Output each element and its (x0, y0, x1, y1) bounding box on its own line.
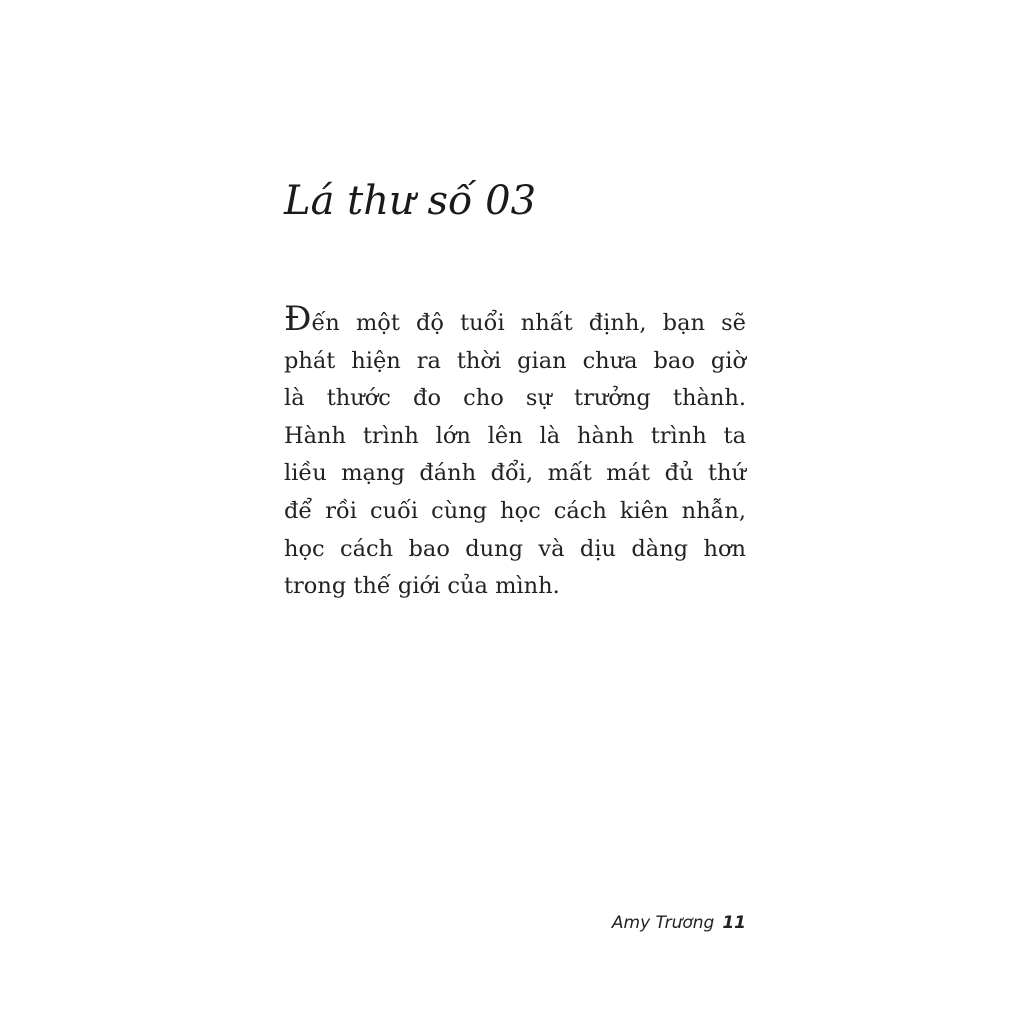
paragraph-line: Hành trình lớn lên là hành trình ta (284, 422, 746, 449)
chapter-title: Lá thư số 03 (284, 178, 537, 224)
paragraph-line: phát hiện ra thời gian chưa bao giờ (284, 347, 746, 374)
paragraph-line: để rồi cuối cùng học cách kiên nhẫn, (284, 497, 746, 524)
body-paragraph (284, 299, 746, 606)
page-footer (612, 911, 746, 935)
paragraph-line: là thước đo cho sự trưởng thành. (284, 385, 746, 412)
drop-cap: Đ (284, 299, 312, 339)
paragraph-line-text: ến một độ tuổi nhất định, bạn sẽ (311, 310, 746, 336)
paragraph-line: trong thế giới của mình. (284, 573, 560, 600)
page-number: 11 (722, 913, 746, 933)
paragraph-line: học cách bao dung và dịu dàng hơn (284, 535, 746, 562)
paragraph-line: liều mạng đánh đổi, mất mát đủ thứ (284, 460, 746, 487)
paragraph-line (284, 299, 746, 343)
author-name: Amy Trương (611, 913, 715, 933)
